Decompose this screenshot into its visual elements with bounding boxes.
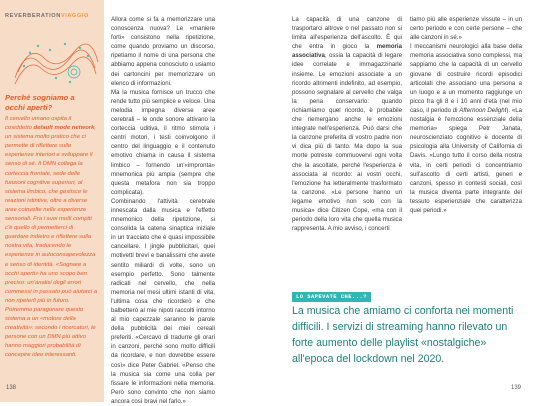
decorative-pattern-icon — [10, 38, 100, 90]
text-run: ). «La nostalgia è l'emozione essenziale della memoria» spiega Petr Janata, neuroscienziato cognitivo e docente di psicologia alla University of California di Davis. «Lungo tutto il corso della nostra vita, in certi periodi ci concentriamo sull'ascolto di certi artisti, generi e canzoni, spesso in contesti sociali, così la musica diventa parte integrante del tessuto esperienziale che caratterizza quei periodi.» — [410, 106, 522, 214]
text-column-3 — [410, 15, 522, 215]
text-run-italic: Afternoon Delight — [459, 106, 507, 114]
paragraph — [292, 15, 402, 233]
text-run: La capacità di una canzone di trasportarci altrove o nel passato non si limita all'esperienza dell'ascolto. È qui che entra in gioco la — [292, 16, 402, 51]
paragraph: tiamo più alle esperienze vissute – in un certo periodo e con certe persone – che alle canzoni in sé.» — [410, 16, 522, 42]
page-number-right: 139 — [511, 385, 522, 391]
text-run: I meccanismi neurologici alla base della memoria associativa sono complessi, ma sappiamo che la capacità di un cervello giovane di costruire ricordi episodici articolati che associano una persona a un luogo e a un momento raggiunge un picco fra gli 8 e i 10 anni d'età (nel mio caso, il periodo di — [410, 43, 522, 114]
paragraph — [410, 42, 522, 215]
text-run-bold: memoria associativa — [292, 43, 402, 60]
callout-label: LO SAPEVATE CHE...? — [292, 292, 371, 302]
running-header-accent: VIAGGIO — [60, 13, 90, 19]
sidebar-title: Perché sogniamo a occhi aperti? — [5, 93, 75, 112]
text-run: , ossia la capacità di legare idee correlate e immagazzinarle insieme. Le emozioni associate a un ricordo altrimenti indefinito, ad esempio, possono segnalare al cervello che valga la pena conservarlo: quando richiamiamo quel ricordo, è probabile che riemergano anche le emozioni integrate nell'esperienza. Può darsi che la canzone preferita di vostro padre non vi dica più di tanto. Ma dopo la sua morte potreste commuovervi ogni volta che la ascoltate, perché l'esperienza è associata al ricordo: ai vostri occhi, l'emozione ha letteralmente trasformato la canzone. «Le persone hanno un legame emotivo non solo con la musica» dice Citizen Cope, «ma con il periodo della loro vita che quella musica rappresenta. A mio avviso, i concerti — [292, 52, 402, 233]
running-header — [5, 13, 109, 20]
page-number-left: 138 — [6, 385, 17, 391]
text-column-2 — [292, 15, 402, 233]
running-header-main: REVERBERATION — [5, 13, 61, 19]
sidebar-body-highlight: default mode network — [33, 125, 95, 132]
paragraph: Allora come si fa a memorizzare una conoscenza nuova? Le «maniere forti» consistono nella ripetizione, come quando proviamo un discorso, ripetiamo il nome di una persona che abbiamo appena conosciuto o usiamo dei cartoncini per memorizzare un elenco di informazioni. — [111, 16, 215, 87]
paragraph: Combinando l'attività cerebrale innescata dalla musica e l'effetto mnemonico della ripetizione, si consolida la catena sinaptica iniziale in un tracciato che è quasi impossibile cancellare. I jingle pubblicitari, quei motivetti brevi e banalissimi che avete sentito miliardi di volte, sono un esempio perfetto. Sono talmente radicati nel cervello, che nella memoria nel mesi ultimi istanti di vita, l'ultima cosa che ricorderò e che balbetterò al mie nipoti raccolti intorno al mio capezzale saranno le parole della pubblicità dei miei cereali preferiti. «Cercavo di tradurre gli orari in canzoni, perché sono molto difficili da ricordare, e non dovrebbe essere così» dice Peter Gabriel. «Penso che la musica sia come una colla per fissare le informazioni nella memoria. Però sono convinto che non siamo ancora così bravi nel farlo.» — [111, 197, 215, 405]
text-column-1 — [111, 15, 215, 406]
sidebar-body — [5, 115, 98, 361]
sidebar-body-part: Il cervello umano ospita il cosiddetto — [5, 116, 72, 132]
paragraph: Ma la musica fornisce un trucco che rende tutto più semplice e veloce. Una melodia impegna diverse aree cerebrali – le onde sonore attivano la corteccia uditiva, il ritmo stimola i centri motori, i testi coinvolgono il centro del linguaggio e il contenuto emotivo chiama in causa il sistema limbico – fornendo un'«impronta» mnemonica più ampia (sempre che questa metafora non sia troppo complicata). — [111, 88, 215, 196]
sidebar-body-part: , un sistema molto pratico che ci permette di riflettere sulle esperienze interiori e sviluppare il senso di sé. Il DMN collega la corteccia frontale, sede delle funzioni cognitive superiori, al sistema limbico, che gestisce le reazioni istintive, oltre a diverse aree coinvolte nelle esperienze sensoriali. Fra i suoi molti compiti c'è quello di permetterci di guardare indietro e riflettere sulla nostra vita, traducendo le esperienze in autoconsapevolezza e senso di identità. «Sognare a occhi aperti» ha uno scopo ben preciso: un'analisi degli errori commessi in passato può aiutarci a non ripeterli più in futuro. Potremmo paragonare questo sistema a un «motore della creatività»: secondo i ricercatori, le persone con un DMN più attivo hanno maggiori probabilità di concepire idee interessanti. — [5, 125, 98, 359]
callout-text: La musica che amiamo ci conforta nei momenti difficili. I servizi di streaming hanno rilevato un forte aumento delle playlist «nostalgiche» all'epoca del lockdown nel 2020. — [292, 305, 514, 365]
